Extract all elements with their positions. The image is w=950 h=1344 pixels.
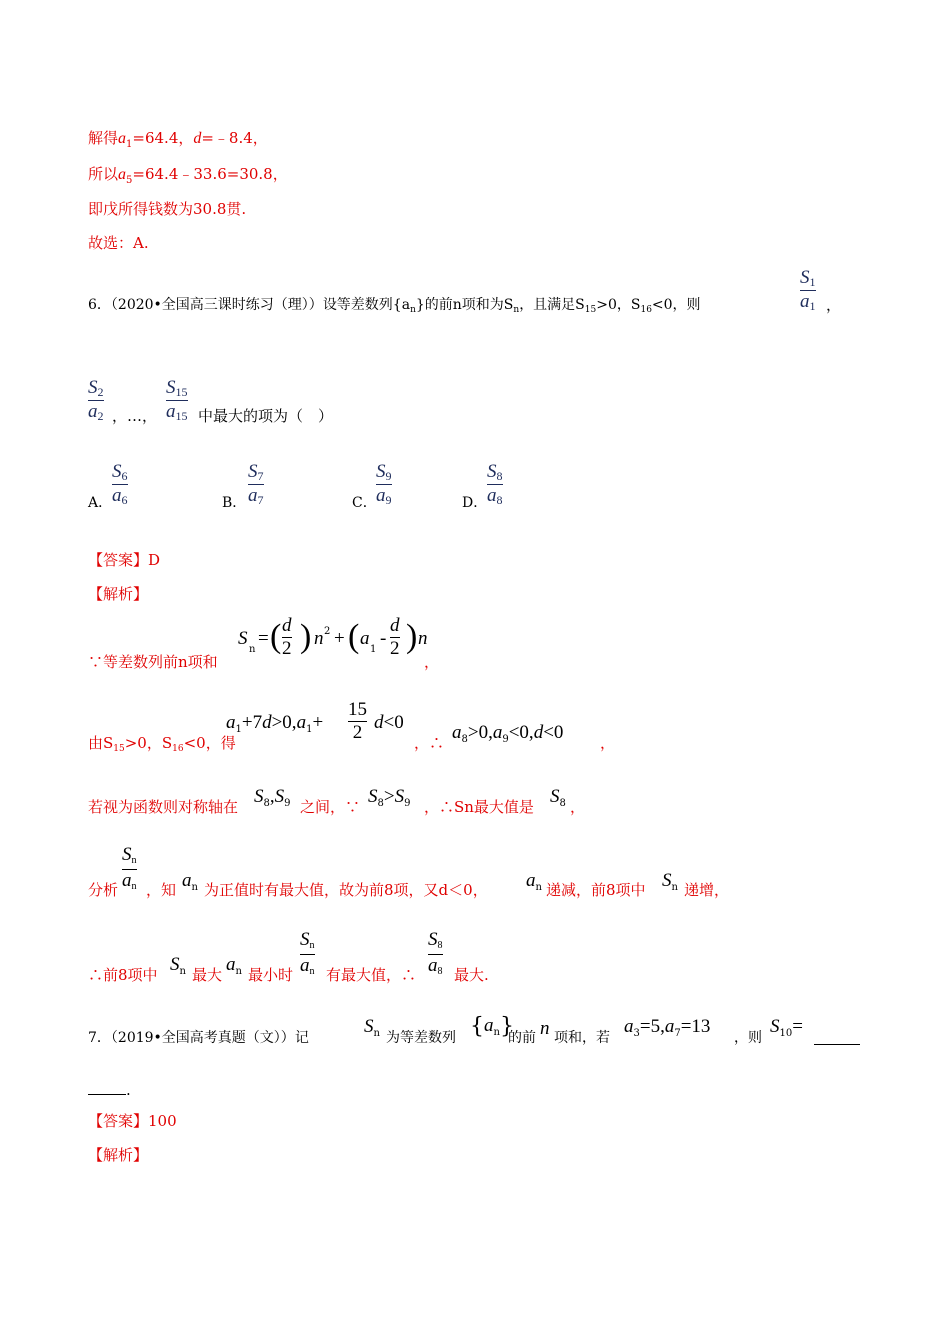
q6-s8-s9: $S_8,S_9$	[254, 786, 291, 809]
q6-option-c-frac: S9 a9	[376, 461, 392, 507]
sol5-line1: 解得$a_1=64.4$，d=﹣8.4，	[88, 129, 268, 150]
q7-n: n	[540, 1018, 550, 1039]
q7-stem-c: 的前	[508, 1030, 536, 1046]
q6-line5-a: ∴前8项中	[88, 966, 158, 984]
q6-option-d-frac: S8 a8	[487, 461, 503, 507]
q6-line3-comma: ，	[570, 798, 586, 816]
q6-an-2: $a_n$	[526, 870, 542, 893]
q7-sn: $S_n$	[364, 1016, 380, 1039]
q7-stem-b: 为等差数列	[386, 1030, 456, 1046]
q6-an-1: $a_n$	[182, 870, 198, 893]
q6-frac-sn-an: Sn an	[122, 844, 137, 892]
q6-s8-gt-s9: $S_8>S_9$	[368, 786, 411, 809]
sol5-line4: 故选：A.	[88, 234, 149, 252]
q6-option-c-label: C．	[352, 495, 377, 511]
q7-stem-a: 7．（2019•全国高考真题（文））记	[88, 1030, 309, 1046]
q6-line5-b: 最大	[192, 966, 223, 984]
q6-frac-15-2: 15 2	[348, 699, 367, 743]
q6-line4-d: 递减，前8项中	[546, 881, 646, 899]
q6-frac-s15-a15: S15 a15	[166, 377, 188, 423]
q6-line1-comma: ，	[424, 653, 440, 671]
q7-answer: 【答案】100	[88, 1112, 177, 1130]
q6-line1: ∵等差数列前n项和	[88, 653, 218, 671]
q6-frac-s1-a1: S1 a1	[800, 267, 816, 313]
q6-option-a-frac: S6 a6	[112, 461, 128, 507]
q6-an-3: $a_n$	[226, 954, 242, 977]
q7-answer-blank-1[interactable]	[814, 1044, 860, 1045]
q6-frac-sn-an-2: Sn an	[300, 929, 315, 977]
q6-frac-s2-a2: S2 a2	[88, 377, 104, 423]
q6-ineq-1: $a_1+7d>0,a_1+$	[226, 712, 324, 735]
q6-option-d-label: D．	[462, 495, 488, 511]
q6-stem: 6．（2020•全国高三课时练习（理））设等差数列$\{a_n\}$的前n项和为$S_n$，且满足$S_{15}>0$，$S_{16}<0$，则	[88, 297, 701, 315]
q6-sn-2: $S_n$	[170, 954, 186, 977]
q7-conditions: $a_3=5,a_7=13$	[624, 1016, 711, 1039]
q6-line2-comma: ，	[600, 734, 616, 752]
q7-an-set: $\{a_n\}$	[470, 1014, 514, 1039]
q6-line2: 由$S_{15}>0$，$S_{16}<0$，得	[88, 734, 236, 754]
q6-line4-a: 分析	[88, 881, 119, 899]
q7-period: .	[126, 1081, 131, 1099]
q6-line3-c: ，∴Sn最大值是	[424, 798, 534, 816]
sol5-line2: 所以$a_5=64.4﹣33.6=30.8$，	[88, 165, 288, 186]
q6-line5-c: 最小时	[248, 966, 294, 984]
q7-s10: $S_{10}=$	[770, 1016, 803, 1039]
q6-analysis-label: 【解析】	[88, 585, 149, 603]
q6-line4-e: 递增，	[684, 881, 730, 899]
q6-line3-a: 若视为函数则对称轴在	[88, 798, 239, 816]
q6-line4-b: ，知	[146, 881, 177, 899]
q7-analysis-label: 【解析】	[88, 1146, 149, 1164]
q6-comma: ，	[826, 296, 842, 314]
q6-s8-max: $S_8$	[550, 786, 566, 809]
q7-stem-e: ，则	[734, 1030, 762, 1046]
q7-stem-d: 项和，若	[554, 1030, 610, 1046]
q6-option-a-label: A．	[88, 495, 113, 511]
q6-frac-s8-a8: S8 a8	[428, 929, 443, 977]
q6-ineq-3: $a_8>0,a_9<0,d<0$	[452, 722, 564, 745]
q6-line4-c: 为正值时有最大值，故为前8项，又d＜0，	[204, 881, 488, 899]
q6-line5-e: 最大.	[454, 966, 489, 984]
q6-option-b-frac: S7 a7	[248, 461, 264, 507]
q6-dots: ，…，	[112, 407, 158, 425]
q6-sn-1: $S_n$	[662, 870, 678, 893]
sol5-line3: 即戊所得钱数为30.8贯.	[88, 200, 247, 218]
q6-ineq-2: d<0	[374, 712, 404, 733]
q6-line5-d: 有最大值，∴	[326, 966, 417, 984]
q6-line3-b: 之间，∵	[300, 798, 361, 816]
q6-option-b-label: B．	[222, 495, 247, 511]
q7-answer-blank-2[interactable]	[88, 1094, 126, 1095]
q6-stem-tail: 中最大的项为（ ）	[198, 407, 334, 425]
q6-therefore-1: ，∴	[414, 734, 445, 752]
q6-answer: 【答案】D	[88, 551, 161, 569]
